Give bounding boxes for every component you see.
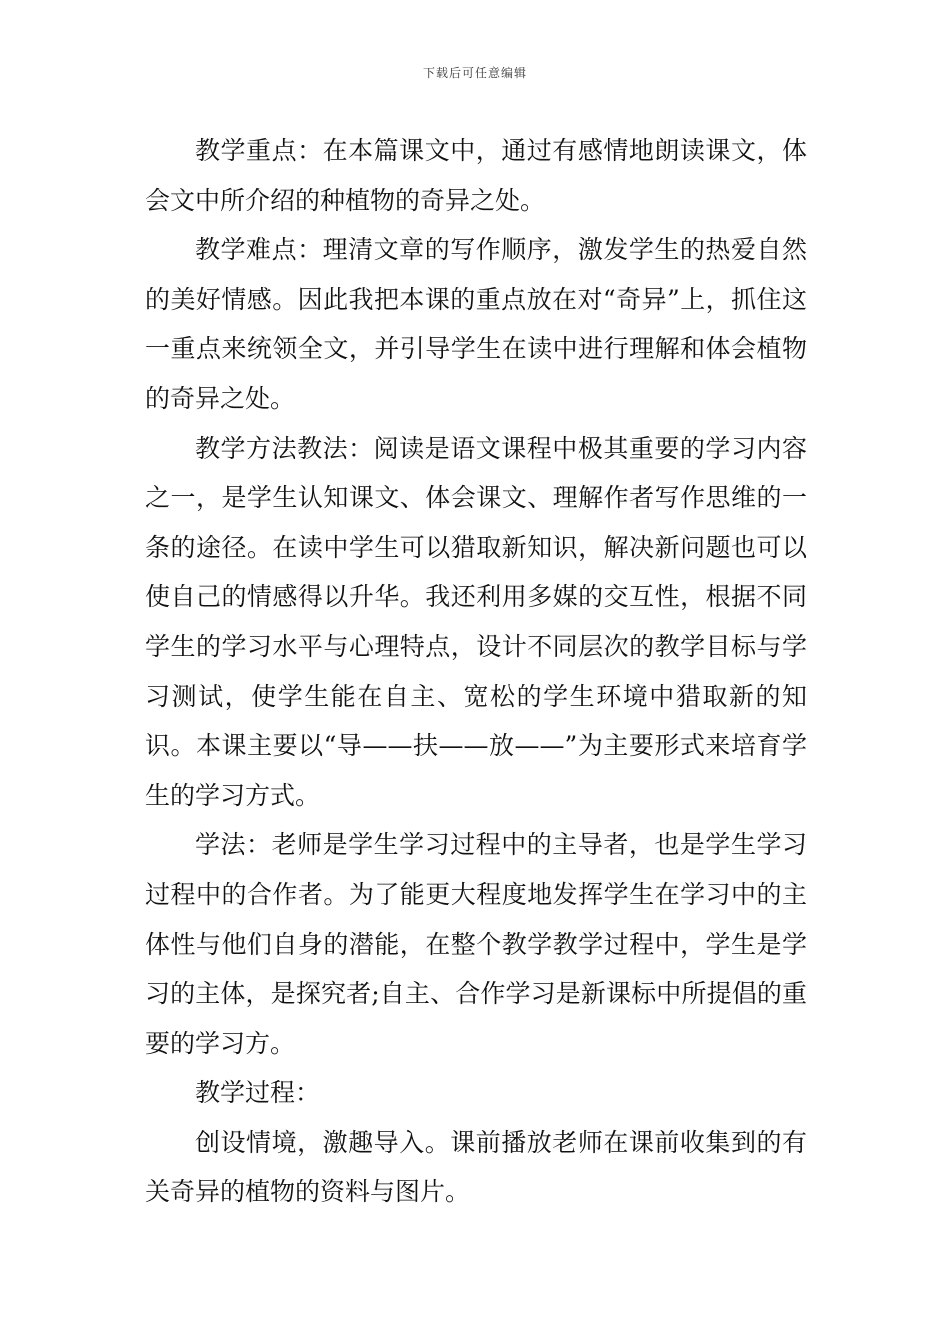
paragraph-learning-methods: 学法：老师是学生学习过程中的主导者，也是学生学习过程中的合作者。为了能更大程度地发挥学生在学习中的主体性与他们自身的潜能，在整个教学教学过程中，学生是学习的主体，是探究者;自主、合作学习是新课标中所提倡的重要的学习方。: [145, 830, 807, 1058]
paragraph-teaching-process-heading: 教学过程：: [195, 1078, 321, 1108]
paragraph-teaching-difficulty: 教学难点：理清文章的写作顺序，激发学生的热爱自然的美好情感。因此我把本课的重点放在对“奇异”上，抓住这一重点来统领全文，并引导学生在读中进行理解和体会植物的奇异之处。: [145, 235, 807, 413]
page-header: 下载后可任意编辑: [422, 66, 527, 80]
paragraph-teaching-focus: 教学重点：在本篇课文中，通过有感情地朗读课文，体会文中所介绍的种植物的奇异之处。: [145, 136, 807, 215]
paragraph-teaching-methods: 教学方法教法：阅读是语文课程中极其重要的学习内容之一，是学生认知课文、体会课文、理解作者写作思维的一条的途径。在读中学生可以猎取新知识，解决新问题也可以使自己的情感得以升华。我还利用多媒的交互性，根据不同学生的学习水平与心理特点，设计不同层次的教学目标与学习测试，使学生能在自主、宽松的学生环境中猎取新的知识。本课主要以“导——扶——放——”为主要形式来培育学生的学习方式。: [145, 433, 807, 810]
document-body: [145, 126, 807, 1217]
paragraph-introduction: 创设情境，激趣导入。课前播放老师在课前收集到的有关奇异的植物的资料与图片。: [145, 1127, 807, 1207]
